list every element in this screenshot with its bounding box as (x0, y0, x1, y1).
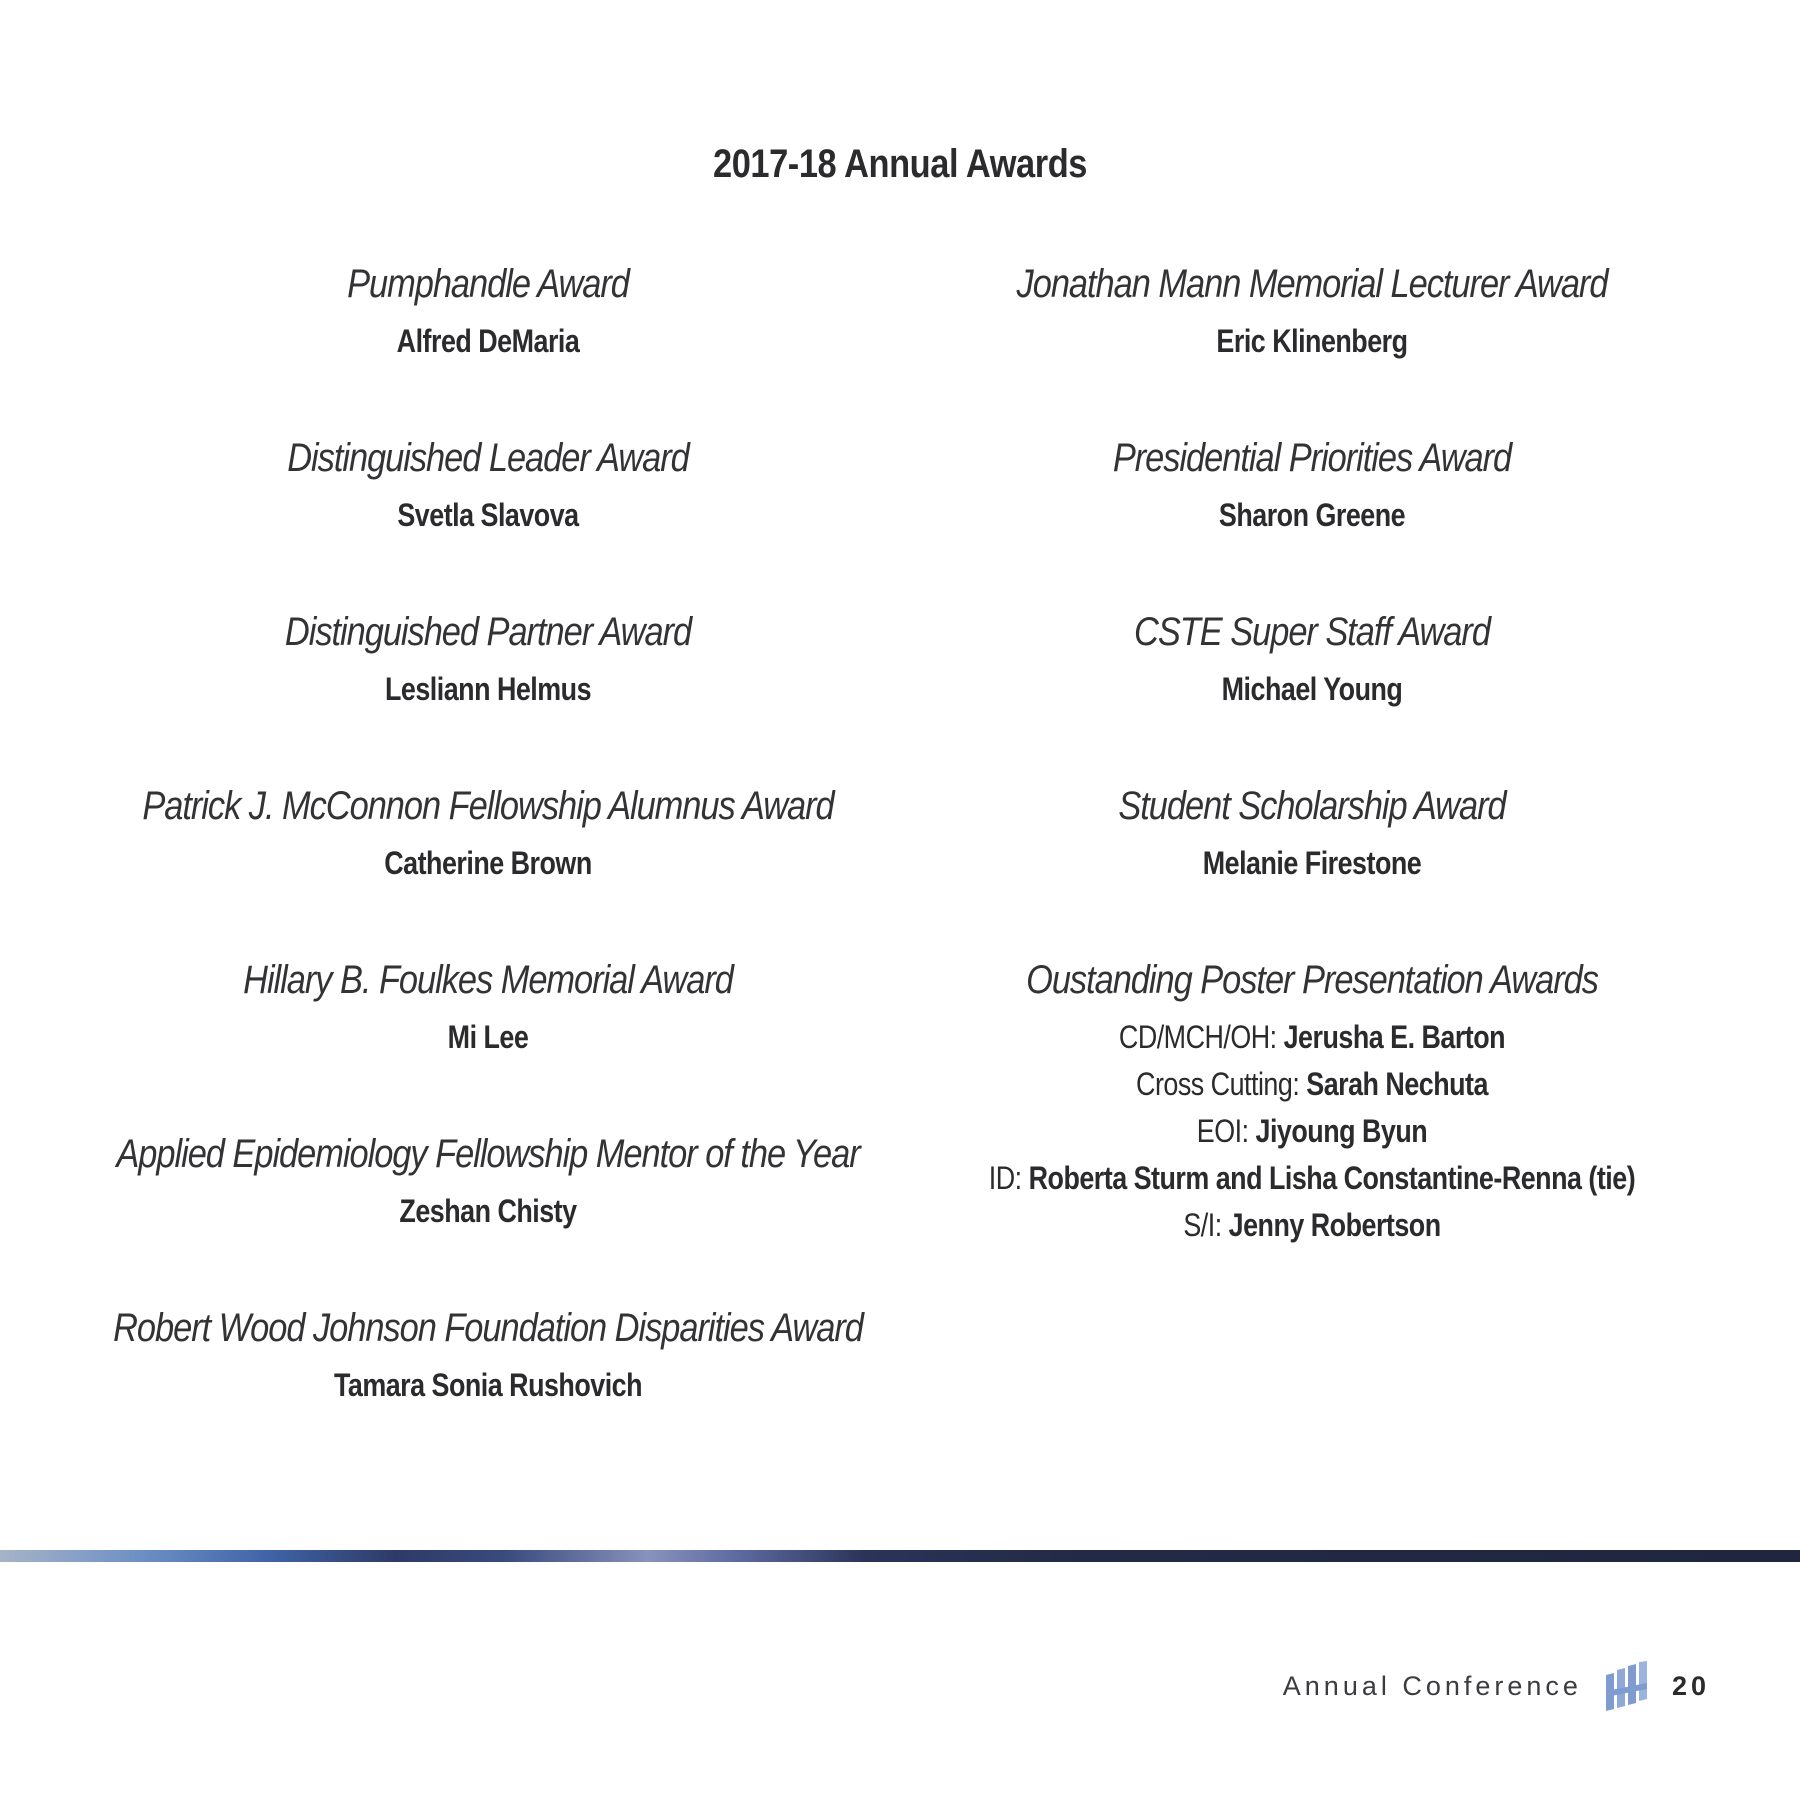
award-entry (862, 604, 1762, 778)
poster-recipient: Jerusha E. Barton (1283, 1019, 1506, 1055)
award-recipient: Mi Lee (447, 1019, 529, 1055)
page-number: 20 (1671, 1670, 1710, 1701)
poster-winner (934, 1202, 1690, 1249)
poster-awards-entry (862, 952, 1762, 1243)
poster-winners-list (862, 1014, 1762, 1249)
award-recipient: Tamara Sonia Rushovich (333, 1367, 643, 1403)
poster-category: CD/MCH/OH: (1118, 1019, 1277, 1055)
poster-recipient: Sarah Nechuta (1306, 1066, 1488, 1102)
award-name: Hillary B. Foulkes Memorial Award (243, 958, 733, 1002)
award-entry (862, 778, 1762, 952)
award-name: Jonathan Mann Memorial Lecturer Award (1016, 262, 1608, 306)
award-name: Patrick J. McConnon Fellowship Alumnus Award (142, 784, 834, 828)
award-name: Robert Wood Johnson Foundation Disparities Award (113, 1306, 863, 1350)
page-title: 2017-18 Annual Awards (713, 142, 1087, 186)
award-entry (862, 256, 1762, 430)
award-entry (38, 1300, 938, 1474)
poster-winner (934, 1108, 1690, 1155)
award-entry (862, 430, 1762, 604)
award-name: Presidential Priorities Award (1112, 436, 1512, 480)
award-recipient: Sharon Greene (1218, 497, 1406, 533)
poster-category: Cross Cutting: (1136, 1066, 1300, 1102)
award-entry (38, 256, 938, 430)
award-recipient: Eric Klinenberg (1216, 323, 1408, 359)
poster-recipient: Jenny Robertson (1228, 1207, 1441, 1243)
award-name: Distinguished Partner Award (284, 610, 692, 654)
poster-winner (934, 1061, 1690, 1108)
left-awards-column (38, 256, 938, 1474)
poster-winner (934, 1155, 1690, 1202)
right-awards-column (862, 256, 1762, 1243)
award-recipient: Svetla Slavova (397, 497, 579, 533)
award-entry (38, 1126, 938, 1300)
award-name: Student Scholarship Award (1118, 784, 1506, 828)
award-name: Applied Epidemiology Fellowship Mentor of the Year (116, 1132, 860, 1176)
award-name: CSTE Super Staff Award (1134, 610, 1490, 654)
award-name: Oustanding Poster Presentation Awards (1026, 958, 1598, 1002)
award-name: Pumphandle Award (347, 262, 629, 306)
poster-recipient: Jiyoung Byun (1255, 1113, 1428, 1149)
footer-divider (0, 1550, 1800, 1562)
award-entry (38, 952, 938, 1126)
poster-winner (934, 1014, 1690, 1061)
award-recipient: Alfred DeMaria (396, 323, 580, 359)
poster-recipient: Roberta Sturm and Lisha Constantine-Renna (tie) (1028, 1160, 1636, 1196)
conference-logo-icon (1602, 1661, 1650, 1711)
award-entry (38, 430, 938, 604)
poster-category: EOI: (1196, 1113, 1249, 1149)
poster-category: ID: (988, 1160, 1022, 1196)
award-recipient: Catherine Brown (384, 845, 592, 881)
award-recipient: Zeshan Chisty (399, 1193, 577, 1229)
award-entry (38, 778, 938, 952)
award-entry (38, 604, 938, 778)
poster-category: S/I: (1183, 1207, 1222, 1243)
page-footer (1283, 1664, 1710, 1708)
footer-label: Annual Conference (1282, 1670, 1582, 1701)
award-name: Distinguished Leader Award (287, 436, 689, 480)
award-recipient: Melanie Firestone (1202, 845, 1422, 881)
award-recipient: Michael Young (1221, 671, 1403, 707)
award-recipient: Lesliann Helmus (384, 671, 592, 707)
